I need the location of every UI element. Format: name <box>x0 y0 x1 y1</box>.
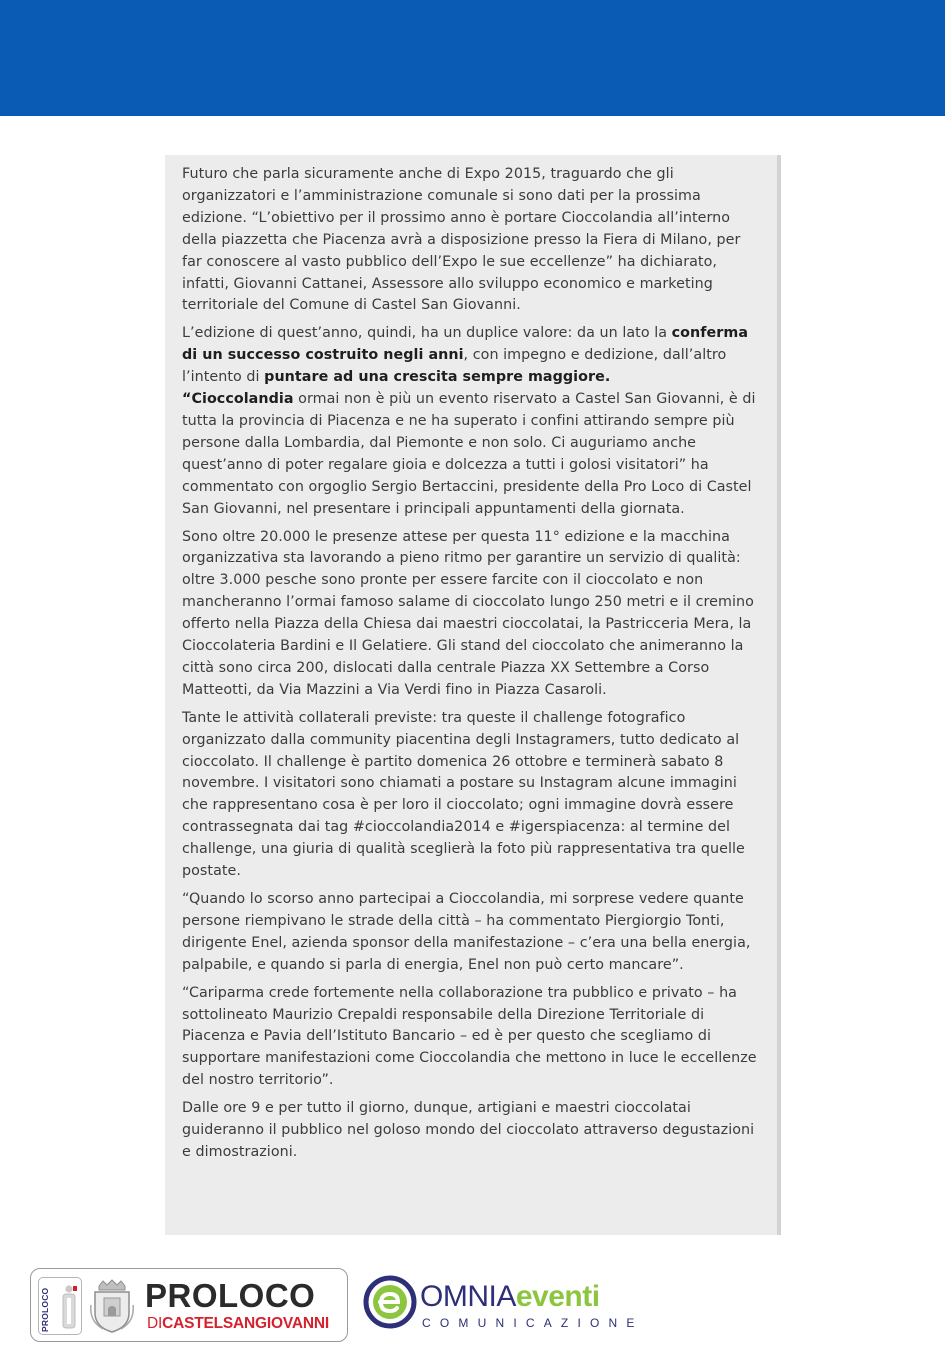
article-paragraph-1: Futuro che parla sicuramente anche di Expo 2015, traguardo che gli organizzatori e l’amministrazione comunale si sono dati per la prossima edizione. “L’obiettivo per il prossimo anno è portare Cioccolandia all’interno della piazzetta che Piacenza avrà a disposizione presso la Fiera di Milano, per far conoscere al vasto pubblico dell’Expo le sue eccellenze” ha dichiarato, infatti, Giovanni Cattanei, Assessore allo sviluppo economico e marketing territoriale del Comune di Castel San Giovanni. <box>182 166 741 314</box>
paragraph-2-text-2: , con impegno e dedizione, dall’altro l’intento di <box>182 347 727 386</box>
proloco-logo <box>30 1268 348 1342</box>
paragraph-2-bold-2: puntare ad una crescita sempre maggiore. <box>264 369 611 386</box>
omnia-eventi-logo <box>362 1274 644 1340</box>
footer-logos <box>0 1258 945 1365</box>
omnia-wordmark <box>420 1281 600 1313</box>
omnia-tagline: COMUNICAZIONE <box>422 1316 644 1330</box>
header-band <box>0 0 945 116</box>
omnia-word-main: OMNIA <box>420 1280 516 1313</box>
paragraph-2-text-1: L’edizione di quest’anno, quindi, ha un duplice valore: da un lato la <box>182 325 672 342</box>
article-paragraph-6: “Cariparma crede fortemente nella collaborazione tra pubblico e privato – ha sottolineato Maurizio Crepaldi responsabile della Direzione Territoriale di Piacenza e Pavia dell’Istituto Bancario – ed è per questo che scegliamo di supportare manifestazioni come Cioccolandia che mettono in luce le eccellenze del nostro territorio”. <box>182 984 757 1089</box>
omnia-e-icon <box>362 1274 418 1330</box>
article-paragraph-2 <box>182 323 763 520</box>
proloco-vertical-text: PROLOCO <box>40 1287 50 1332</box>
paragraph-2-bold-1: conferma di un successo costruito negli anni <box>182 325 749 364</box>
paragraph-2-bold-3: “Cioccolandia <box>182 391 294 408</box>
article-text-box <box>165 155 781 1235</box>
article-paragraph-4: Tante le attività collaterali previste: tra queste il challenge fotografico organizzato dalla community piacentina degli Instagramers, tutto dedicato al cioccolato. Il challenge è partito domenica 26 ottobre e terminerà sabato 8 novembre. I visitatori sono chiamati a postare su Instagram alcune immagini che rappresentano cosa è per loro il cioccolato; ogni immagine dovrà essere contrassegnata dai tag #cioccolandia2014 e #igerspiacenza: al termine del challenge, una giuria di qualità sceglierà la foto più rappresentativa tra quelle postate. <box>182 709 745 880</box>
proloco-subtitle <box>147 1316 329 1332</box>
proloco-sub-name: CASTELSANGIOVANNI <box>162 1315 329 1332</box>
proloco-figure-icon <box>58 1284 80 1330</box>
proloco-sub-prefix: DI <box>147 1315 163 1332</box>
proloco-title: PROLOCO <box>145 1277 316 1314</box>
omnia-word-accent: eventi <box>515 1280 600 1313</box>
article-paragraph-7: Dalle ore 9 e per tutto il giorno, dunque, artigiani e maestri cioccolatai guideranno il pubblico nel goloso mondo del cioccolato attraverso degustazioni e dimostrazioni. <box>182 1100 755 1160</box>
article-paragraph-3: Sono oltre 20.000 le presenze attese per questa 11° edizione e la macchina organizzativa sta lavorando a pieno ritmo per garantire un servizio di qualità: oltre 3.000 pesche sono pronte per essere farcite con il cioccolato e non mancheranno l’ormai famoso salame di cioccolato lungo 250 metri e il cremino offerto nella Piazza della Chiesa dai maestri cioccolatai, la Pastricceria Mera, la Cioccolateria Bardini e Il Gelatiere. Gli stand del cioccolato che animeranno la città sono circa 200, dislocati dalla centrale Piazza XX Settembre a Corso Matteotti, da Via Mazzini a Via Verdi fino in Piazza Casaroli. <box>182 528 754 698</box>
proloco-emblem <box>38 1277 82 1335</box>
paragraph-2-text-3: ormai non è più un evento riservato a Castel San Giovanni, è di tutta la provincia di Piacenza e ne ha superato i confini attirando sempre più persone dalla Lombardia, dal Piemonte e non solo. Ci auguriamo anche quest’anno di poter regalare gioia e dolcezza a tutti i golosi visitatori” ha commentato con orgoglio Sergio Bertaccini, presidente della Pro Loco di Castel San Giovanni, nel presentare i principali appuntamenti della giornata. <box>182 391 756 517</box>
article-paragraph-5: “Quando lo scorso anno partecipai a Cioccolandia, mi sorprese vedere quante persone riempivano le strade della città – ha commentato Piergiorgio Tonti, dirigente Enel, azienda sponsor della manifestazione – c’era una bella energia, palpabile, e quando si parla di energia, Enel non può certo mancare”. <box>182 891 751 973</box>
town-crest-icon <box>89 1277 135 1335</box>
